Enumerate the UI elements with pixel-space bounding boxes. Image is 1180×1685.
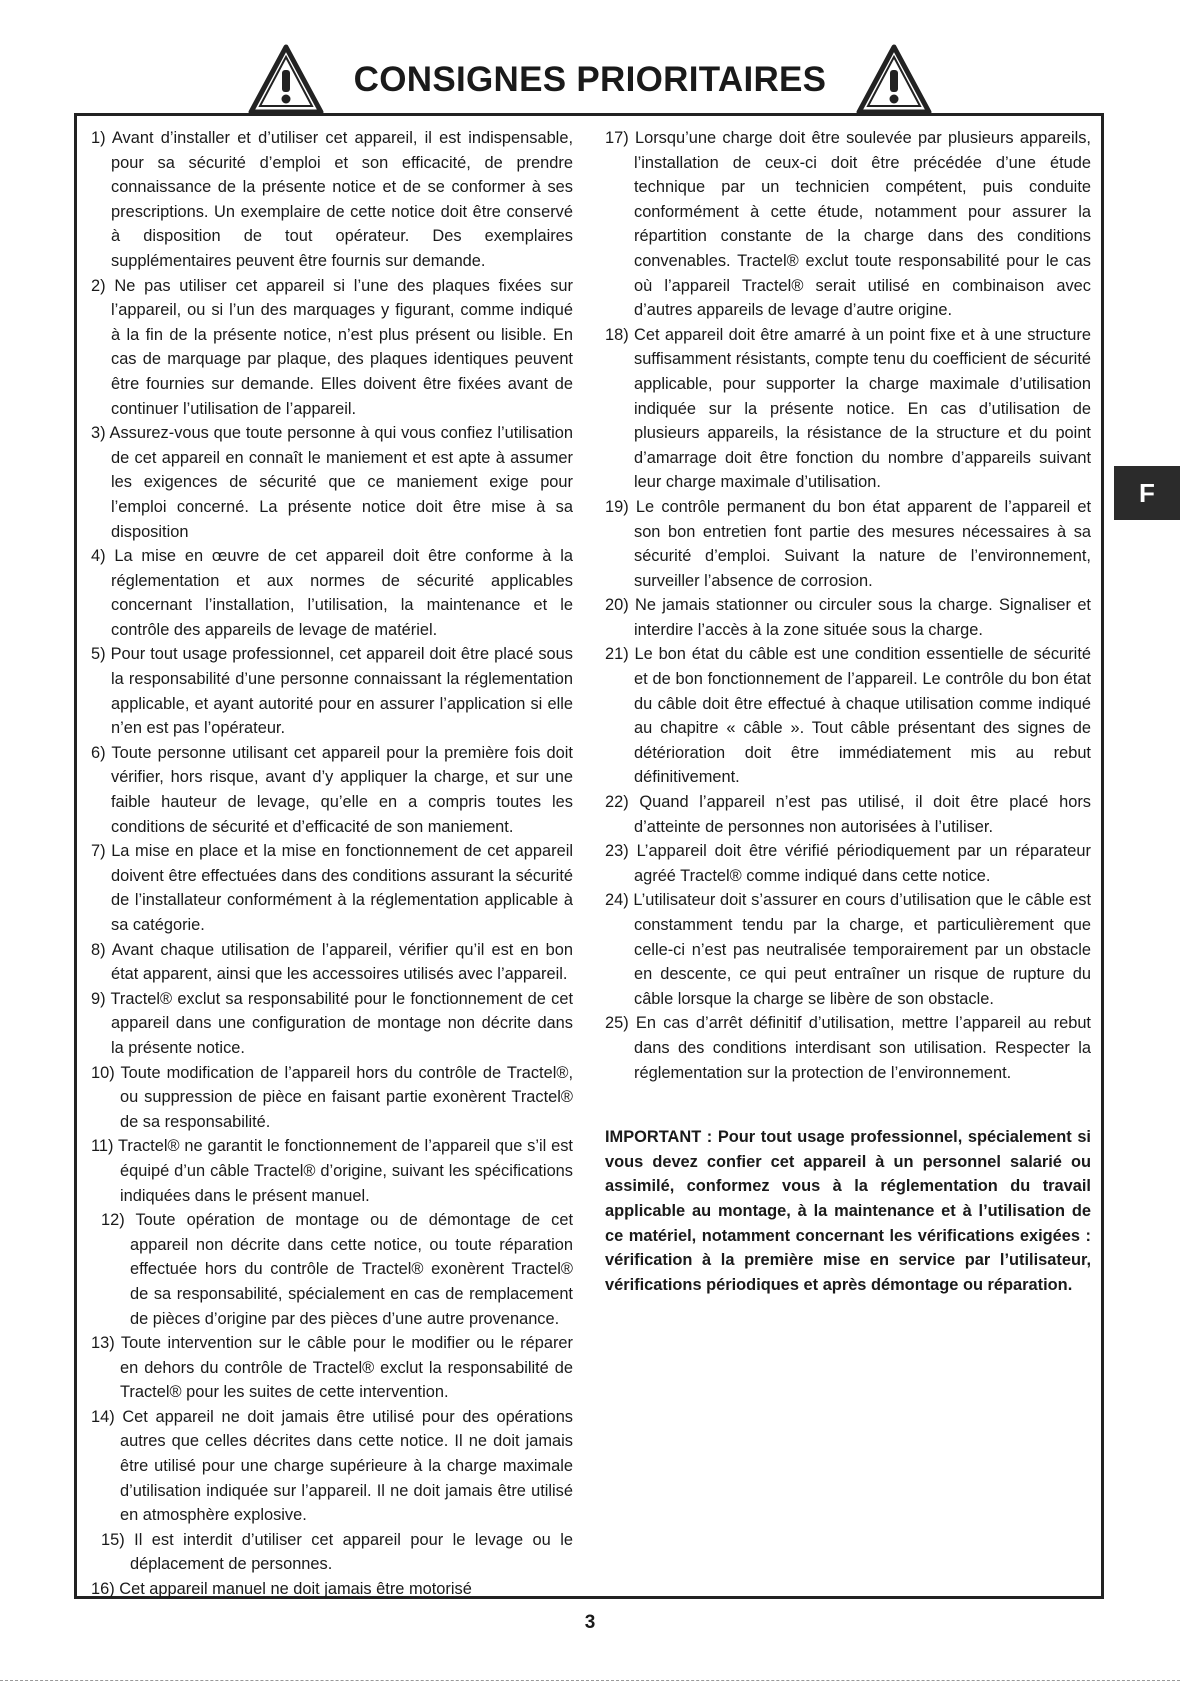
list-item: 11) Tractel® ne garantit le fonctionnement de l’appareil que s’il est équipé d’un câble Tractel® d’origine, suivant les spécifications indiquées dans le présent manuel. — [91, 1137, 573, 1205]
list-item: 7) La mise en place et la mise en fonctionnement de cet appareil doivent être effectuées dans des conditions assurant la sécurité de l’installateur conformément à la réglementation applicable à sa catégorie. — [91, 842, 573, 934]
list-item: 13) Toute intervention sur le câble pour le modifier ou le réparer en dehors du contrôle de Tractel® exclut la responsabilité de Tractel® pour les suites de cette intervention. — [91, 1334, 573, 1402]
language-tab: F — [1114, 466, 1180, 520]
left-column — [91, 126, 573, 1602]
list-item: 3) Assurez-vous que toute personne à qui vous confiez l’utilisation de cet appareil en connaît le maniement et est apte à assumer les exigences de sécurité que ce maniement exige pour l’emploi concerné. La présente notice doit être mise à sa disposition — [91, 424, 573, 541]
list-item: 8) Avant chaque utilisation de l’appareil, vérifier qu’il est en bon état apparent, ainsi que les accessoires utilisés avec l’appareil. — [91, 940, 573, 984]
list-item: 15) Il est interdit d’utiliser cet appareil pour le levage ou le déplacement de personnes. — [101, 1530, 573, 1574]
warning-triangle-icon — [248, 44, 324, 116]
instructions-frame — [74, 113, 1104, 1599]
list-item: 18) Cet appareil doit être amarré à un point fixe et à une structure suffisamment résistants, compte tenu du coefficient de sécurité applicable, pour supporter la charge maximale d’utilisation indiquée sur la présente notice. En cas d’utilisation de plusieurs appareils, la résistance de la structure et du point d’amarrage doit être fonction du nombre d’appareils suivant leur charge maximale d’utilisation. — [605, 325, 1091, 492]
list-item: 22) Quand l’appareil n’est pas utilisé, il doit être placé hors d’atteinte de personnes non autorisées à l’utiliser. — [605, 793, 1091, 836]
important-notice: IMPORTANT : Pour tout usage professionnel, spécialement si vous devez confier cet appareil à un personnel salarié ou assimilé, conformez vous à la réglementation du travail applicable au montage, à la maintenance et à l’utilisation de ce matériel, notamment concernant les vérifications exigées : vérification à la première mise en service par l’utilisateur, vérifications périodiques et après démontage ou réparation. — [605, 1128, 1091, 1294]
list-item: 21) Le bon état du câble est une condition essentielle de sécurité et de bon fonctionnement de l’appareil. Le contrôle du bon état du câble doit être effectué à chaque utilisation comme indiqué au chapitre « câble ». Tout câble présentant des signes de détérioration doit être immédiatement mis au rebut définitivement. — [605, 645, 1091, 787]
list-item: 20) Ne jamais stationner ou circuler sous la charge. Signaliser et interdire l’accès à la zone située sous la charge. — [605, 596, 1091, 639]
page-header — [0, 40, 1180, 120]
bottom-divider — [0, 1680, 1180, 1681]
right-column — [605, 126, 1091, 1297]
list-item: 4) La mise en œuvre de cet appareil doit être conforme à la réglementation et aux normes de sécurité applicables concernant l’installation, l’utilisation, la maintenance et le contrôle des appareils de levage de matériel. — [91, 547, 573, 639]
list-item: 25) En cas d’arrêt définitif d’utilisation, mettre l’appareil au rebut dans des conditions interdisant son utilisation. Respecter la réglementation sur la protection de l’environnement. — [605, 1014, 1091, 1082]
list-item: 1) Avant d’installer et d’utiliser cet appareil, il est indispensable, pour sa sécurité d’emploi et son efficacité, de prendre connaissance de la présente notice et de se conformer à ses prescriptions. Un exemplaire de cette notice doit être conservé à disposition de tout opérateur. Des exemplaires supplémentaires peuvent être fournis sur demande. — [91, 129, 573, 270]
warning-triangle-icon — [856, 44, 932, 116]
page-number: 3 — [584, 1612, 596, 1633]
list-item: 14) Cet appareil ne doit jamais être utilisé pour des opérations autres que celles décrites dans cette notice. Il ne doit jamais être utilisé pour une charge supérieure à la charge maximale d’utilisation indiquée sur l’appareil. Il ne doit jamais être utilisé en atmosphère explosive. — [91, 1407, 573, 1525]
page-title: CONSIGNES PRIORITAIRES — [353, 60, 827, 99]
list-item: 12) Toute opération de montage ou de démontage de cet appareil non décrite dans cette notice, ou toute réparation effectuée hors du contrôle de Tractel® exonèrent Tractel® de sa responsabilité, spécialement en cas de remplacement de pièces d’origine par des pièces d’une autre provenance. — [101, 1211, 573, 1328]
list-item: 9) Tractel® exclut sa responsabilité pour le fonctionnement de cet appareil dans une configuration de montage non décrite dans la présente notice. — [91, 989, 573, 1057]
list-item: 2) Ne pas utiliser cet appareil si l’une des plaques fixées sur l’appareil, ou si l’un des marquages y figurant, comme indiqué à la fin de la présente notice, n’est plus présent ou lisible. En cas de marquage par plaque, des plaques identiques peuvent être fournies sur demande. Elles doivent être fixées avant de continuer l’utilisation de l’appareil. — [91, 276, 573, 418]
list-item: 17) Lorsqu’une charge doit être soulevée par plusieurs appareils, l’installation de ceux-ci doit être précédée d’une étude technique par un technicien compétent, puis conduite conformément à cette étude, notamment pour assurer la répartition constante de la charge dans des conditions convenables. Tractel® exclut toute responsabilité pour le cas où l’appareil Tractel® serait utilisé en combinaison avec d’autres appareils de levage d’autre origine. — [605, 129, 1091, 320]
list-item: 5) Pour tout usage professionnel, cet appareil doit être placé sous la responsabilité d’une personne connaissant la réglementation applicable, et ayant autorité pour en assurer l’application si elle n’en est pas l’opérateur. — [91, 645, 573, 738]
list-item: 23) L’appareil doit être vérifié périodiquement par un réparateur agréé Tractel® comme indiqué dans cette notice. — [605, 842, 1091, 885]
list-item: 6) Toute personne utilisant cet appareil pour la première fois doit vérifier, hors risque, avant d’y appliquer la charge, et sur une faible hauteur de levage, qu’elle en a compris toutes les conditions de sécurité et d’efficacité de son maniement. — [91, 743, 573, 836]
list-item: 16) Cet appareil manuel ne doit jamais être motorisé — [91, 1580, 472, 1599]
list-item: 24) L’utilisateur doit s’assurer en cours d’utilisation que le câble est constamment tendu par la charge, et particulièrement que celle-ci n’est pas neutralisée temporairement par un obstacle en descente, ce qui peut entraîner un risque de rupture du câble lorsque la charge se libère de son obstacle. — [605, 891, 1091, 1008]
list-item: 10) Toute modification de l’appareil hors du contrôle de Tractel®, ou suppression de pièce en faisant partie exonèrent Tractel® de sa responsabilité. — [91, 1063, 573, 1131]
list-item: 19) Le contrôle permanent du bon état apparent de l’appareil et son bon entretien font partie des mesures nécessaires à sa sécurité d’emploi. Suivant la nature de l’environnement, surveiller l’absence de corrosion. — [605, 497, 1091, 590]
